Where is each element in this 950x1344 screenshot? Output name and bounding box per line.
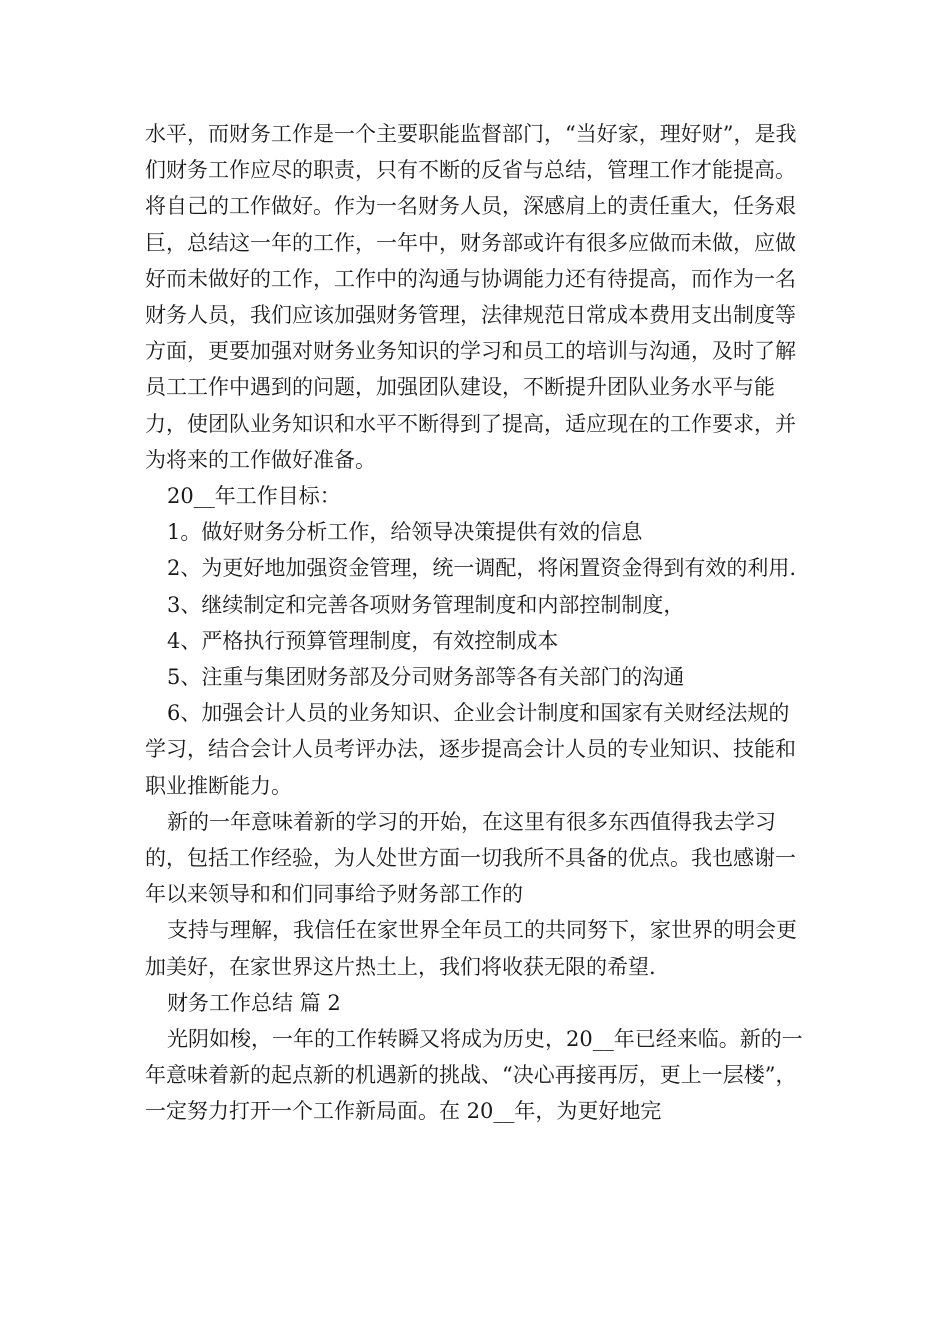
goals-heading: 20__年工作目标： xyxy=(167,484,341,509)
goal-item-1: 1。做好财务分析工作，给领导决策提供有效的信息 xyxy=(167,520,643,545)
goal-item-6: 6、加强会计人员的业务知识、企业会计制度和国家有关财经法规的学习，结合会计人员考评办法，逐步提高会计人员的专业知识、技能和职业推断能力。 xyxy=(145,701,796,798)
goal-item-5: 5、注重与集团财务部及分司财务部等各有关部门的沟通 xyxy=(167,665,685,690)
paragraph-summary: 水平，而财务工作是一个主要职能监督部门，“当好家，理好财”，是我们财务工作应尽的职责，只有不断的反省与总结，管理工作才能提高。将自己的工作做好。作为一名财务人员，深感肩上的责任重大，任务艰巨，总结这一年的工作，一年中，财务部或许有很多应做而未做，应做好而未做好的工作，工作中的沟通与协调能力还有待提高，而作为一名财务人员，我们应该加强财务管理，法律规范日常成本费用支出制度等方面，更要加强对财务业务知识的学习和员工的培训与沟通，及时了解员工工作中遇到的问题，加强团队建设，不断提升团队业务水平与能力，使团队业务知识和水平不断得到了提高，适应现在的工作要求，并为将来的工作做好准备。 xyxy=(145,122,797,472)
section-heading: 财务工作总结 篇 2 xyxy=(167,990,341,1015)
paragraph-new-year: 新的一年意味着新的学习的开始，在这里有很多东西值得我去学习的，包括工作经验，为人处世方面一切我所不具备的优点。我也感谢一年以来领导和和们同事给予财务部工作的 xyxy=(145,809,796,907)
document-body xyxy=(145,116,807,1130)
paragraph-support: 支持与理解，我信任在家世界全年员工的共同努下，家世界的明会更加美好，在家世界这片热土上，我们将收获无限的希望. xyxy=(145,918,797,979)
goal-item-4: 4、严格执行预算管理制度，有效控制成本 xyxy=(167,628,559,653)
goal-item-2: 2、为更好地加强资金管理，统一调配，将闲置资金得到有效的利用. xyxy=(167,556,797,581)
paragraph-section-2: 光阴如梭，一年的工作转瞬又将成为历史，20__年已经来临。新的一年意味着新的起点新的机遇新的挑战、“决心再接再厉，更上一层楼”，一定努力打开一个工作新局面。在 20__年，为更好地完 xyxy=(145,1027,803,1124)
goal-item-3: 3、继续制定和完善各项财务管理制度和内部控制制度， xyxy=(167,592,685,617)
